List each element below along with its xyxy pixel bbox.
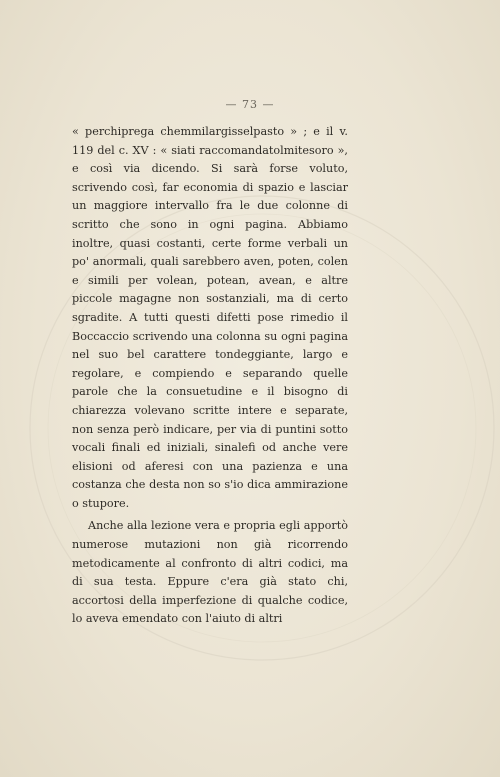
body-text: [72, 123, 348, 629]
paragraph: Anche alla lezione vera e propria egli apportò numerose mutazioni non già ricorrendo metodicamente al confronto di altri codici, ma di sua testa. Eppure c'era già stato chi, accortosi della imperfezione di qualche codice, lo aveva emendato con l'aiuto di altri: [72, 519, 348, 626]
page-number: — 73 —: [225, 98, 275, 111]
paragraph: « perchiprega chemmilargisselpasto » ; e il v. 119 del c. XV : « siati raccomandatolmitesoro », e così via dicendo. Si sarà forse voluto, scrivendo così, far economia di spazio e lasciar un maggiore intervallo fra le due colonne di scritto che sono in ogni pagina. Abbiamo inoltre, quasi costanti, certe forme verbali un po' anormali, quali sarebbero aven, poten, colen e simili per volean, potean, avean, e altre piccole magagne non sostanziali, ma di certo sgradite. A tutti questi difetti pose rimedio il Boccaccio scrivendo una colonna su ogni pagina nel suo bel carattere tondeggiante, largo e regolare, e compiendo e separando quelle parole che la consuetudine e il bisogno di chiarezza volevano scritte intere e separate, non senza però indicare, per via di puntini sotto vocali finali ed iniziali, sinalefi od anche vere elisioni od aferesi con una pazienza e una costanza che desta non so s'io dica ammirazione o stupore.: [72, 125, 348, 510]
